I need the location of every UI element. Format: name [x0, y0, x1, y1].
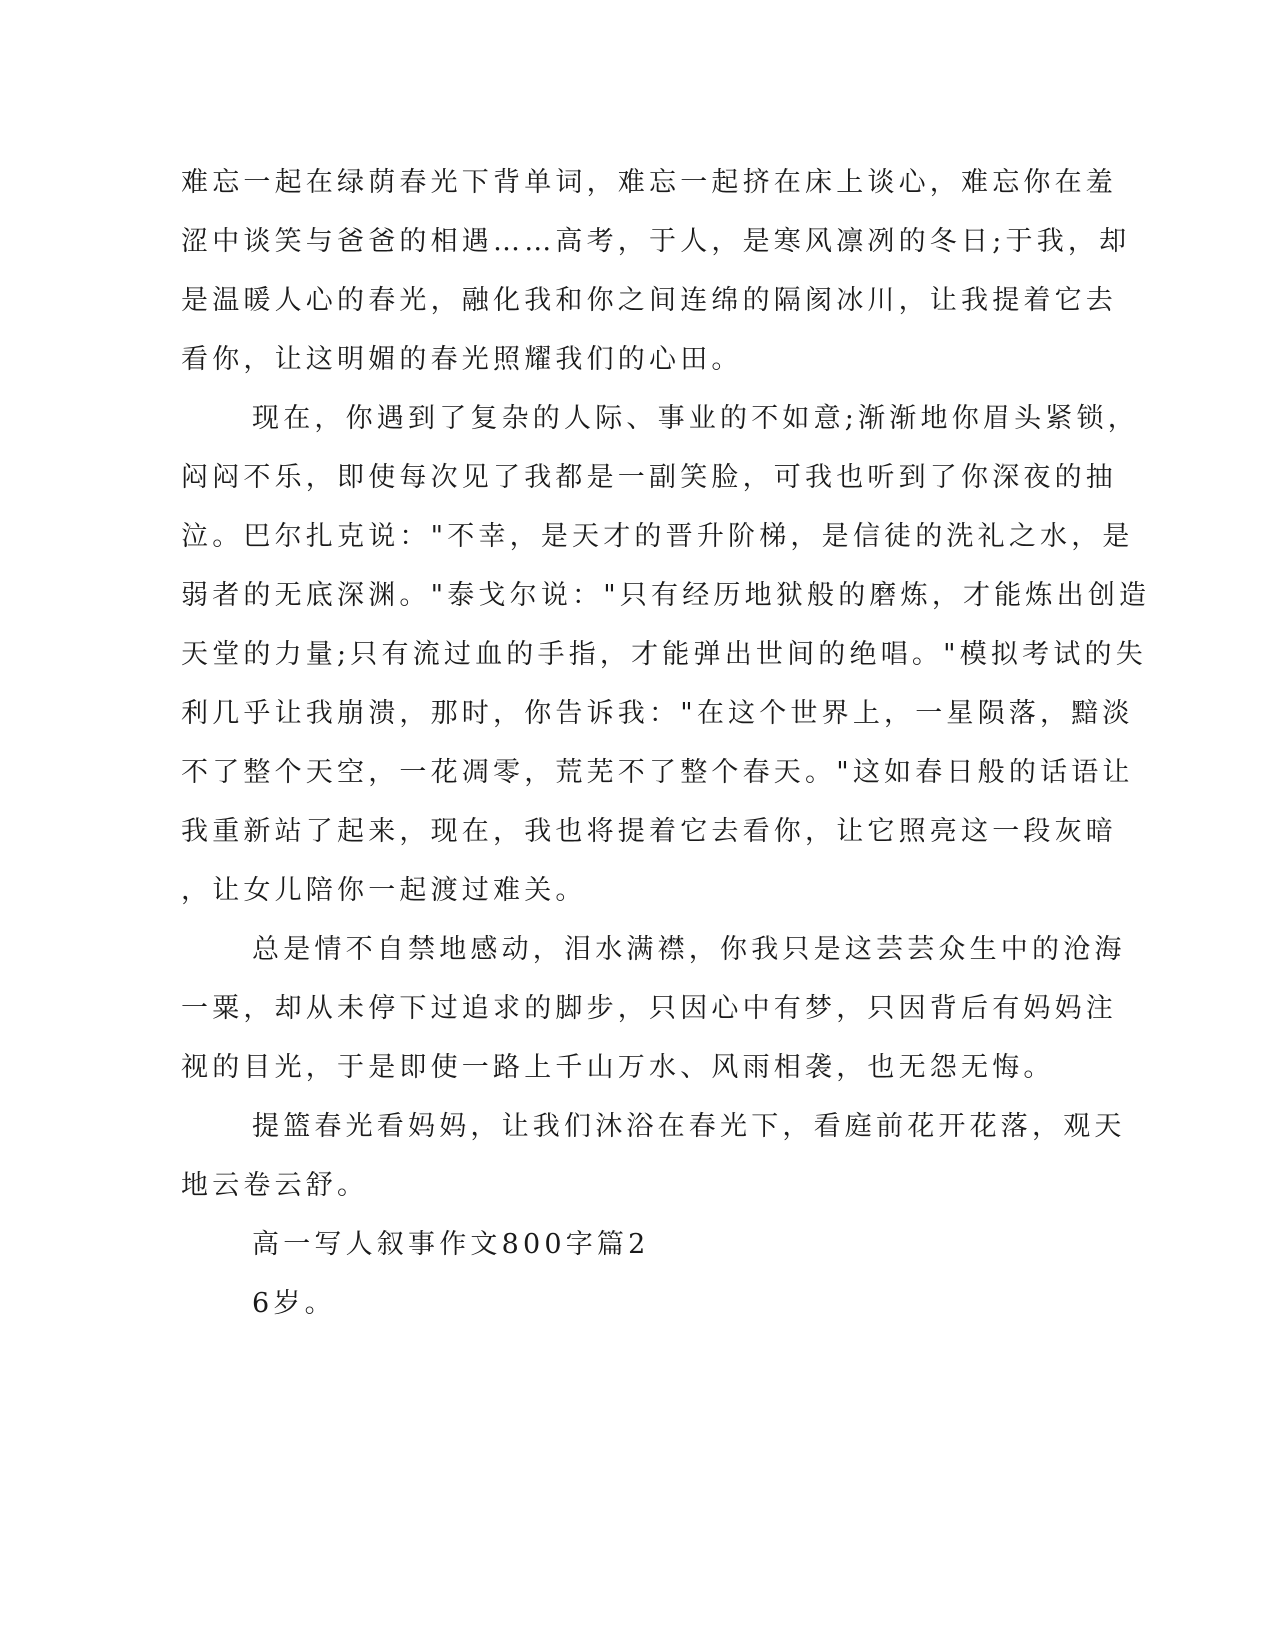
paragraph-6-line-1: 6岁。 [252, 1288, 336, 1319]
paragraph-3-line-3: 视的目光，于是即使一路上千山万水、风雨相袭，也无怨无悔。 [181, 1052, 1055, 1083]
paragraph-2-line-5: 天堂的力量;只有流过血的手指，才能弹出世间的绝唱。"模拟考试的失 [181, 639, 1147, 670]
section-heading: 高一写人叙事作文800字篇2 [252, 1229, 650, 1260]
paragraph-2-line-3: 泣。巴尔扎克说："不幸，是天才的晋升阶梯，是信徒的洗礼之水，是 [181, 521, 1134, 552]
paragraph-2-line-6: 利几乎让我崩溃，那时，你告诉我："在这个世界上，一星陨落，黯淡 [181, 698, 1134, 729]
paragraph-3-line-1: 总是情不自禁地感动，泪水满襟，你我只是这芸芸众生中的沧海 [252, 934, 1126, 965]
paragraph-2-line-1: 现在，你遇到了复杂的人际、事业的不如意;渐渐地你眉头紧锁， [252, 403, 1139, 434]
paragraph-1-line-2: 涩中谈笑与爸爸的相遇……高考，于人，是寒风凛冽的冬日;于我，却 [181, 226, 1131, 257]
paragraph-3-line-2: 一粟，却从未停下过追求的脚步，只因心中有梦，只因背后有妈妈注 [181, 993, 1117, 1024]
paragraph-1-line-3: 是温暖人心的春光，融化我和你之间连绵的隔阂冰川，让我提着它去 [181, 285, 1117, 316]
paragraph-2-line-7: 不了整个天空，一花凋零，荒芜不了整个春天。"这如春日般的话语让 [181, 757, 1134, 788]
paragraph-2-line-9: ，让女儿陪你一起渡过难关。 [181, 875, 587, 906]
paragraph-4-line-2: 地云卷云舒。 [181, 1170, 369, 1201]
paragraph-2-line-4: 弱者的无底深渊。"泰戈尔说："只有经历地狱般的磨炼，才能炼出创造 [181, 580, 1151, 611]
paragraph-2-line-2: 闷闷不乐，即使每次见了我都是一副笑脸，可我也听到了你深夜的抽 [181, 462, 1117, 493]
paragraph-4-line-1: 提篮春光看妈妈，让我们沐浴在春光下，看庭前花开花落，观天 [252, 1111, 1126, 1142]
paragraph-1-line-1: 难忘一起在绿荫春光下背单词，难忘一起挤在床上谈心，难忘你在羞 [181, 167, 1117, 198]
paragraph-2-line-8: 我重新站了起来，现在，我也将提着它去看你，让它照亮这一段灰暗 [181, 816, 1117, 847]
paragraph-1-line-4: 看你，让这明媚的春光照耀我们的心田。 [181, 344, 743, 375]
